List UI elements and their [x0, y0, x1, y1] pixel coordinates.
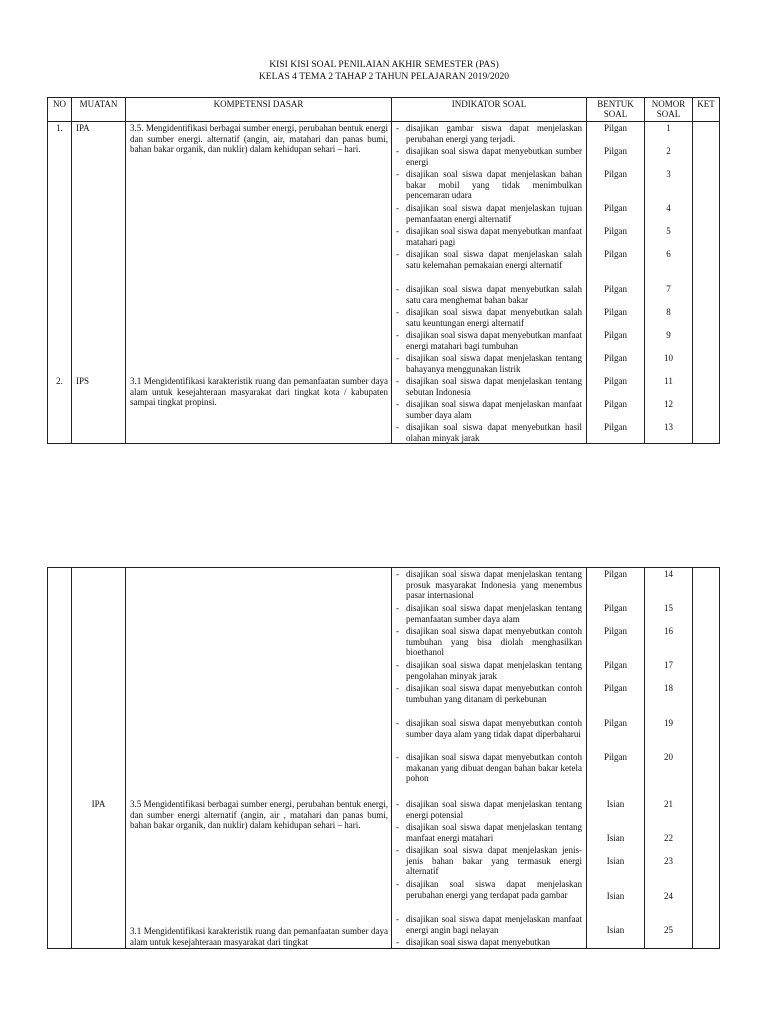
nomor-value: 1 [666, 123, 671, 133]
col-indikator-soal: INDIKATOR SOAL [392, 98, 587, 122]
indicator-item: - disajikan soal siswa dapat menjelaskan manfaat energi angin bagi nelayan [392, 914, 586, 935]
nomor-value: 11 [664, 376, 673, 386]
bentuk-value: Pilgan [603, 626, 627, 636]
no-cell [48, 122, 72, 444]
bentuk-cell [587, 568, 645, 949]
indicator-item: - disajikan soal siswa dapat menjelaskan tentang pengolahan minyak jarak [392, 660, 586, 681]
nomor-value: 23 [664, 856, 673, 866]
indicator-item: - disajikan soal siswa dapat menjelaskan bahan bakar mobil yang tidak menimbulkan pencemaran udara [392, 169, 586, 201]
bentuk-value: Pilgan [603, 718, 627, 728]
muatan-label: IPS [76, 376, 90, 386]
indicator-item: - disajikan soal siswa dapat menjelaskan tentang pemanfaatan sumber daya alam [392, 603, 586, 624]
bentuk-value: Pilgan [603, 660, 627, 670]
bentuk-value: Pilgan [603, 399, 627, 409]
table-body-row [48, 568, 720, 949]
bentuk-value: Pilgan [603, 752, 627, 762]
nomor-value: 16 [664, 626, 673, 636]
indicator-item: - disajikan soal siswa dapat menjelaskan tujuan pemanfaatan energi alternatif [392, 203, 586, 224]
indicator-item: - disajikan soal siswa dapat menyebutkan [392, 937, 586, 948]
nomor-cell [645, 568, 693, 949]
indicator-item: - disajikan soal siswa dapat menjelaskan manfaat sumber daya alam [392, 399, 586, 420]
bentuk-value: Isian [606, 799, 625, 809]
nomor-value: 2 [666, 146, 671, 156]
nomor-value: 22 [664, 833, 673, 843]
indicator-item: - disajikan soal siswa dapat menjelaskan tentang sebutan Indonesia [392, 376, 586, 397]
bentuk-value: Pilgan [603, 284, 627, 294]
bentuk-value: Isian [606, 891, 625, 901]
bentuk-value: Pilgan [603, 376, 627, 386]
bentuk-cell [587, 122, 645, 444]
muatan-cell [72, 568, 126, 949]
nomor-value: 13 [664, 422, 673, 432]
bentuk-value: Pilgan [603, 169, 627, 179]
nomor-value: 8 [666, 307, 671, 317]
bentuk-value: Pilgan [603, 603, 627, 613]
col-bentuk-soal: BENTUK SOAL [587, 98, 645, 122]
col-nomor-soal: NOMOR SOAL [645, 98, 693, 122]
indicator-item: - disajikan gambar siswa dapat menjelaskan perubahan energi yang terjadi. [392, 123, 586, 144]
indikator-cell [392, 568, 587, 949]
nomor-value: 15 [664, 603, 673, 613]
bentuk-value: Pilgan [603, 683, 627, 693]
row-number: 2. [56, 376, 63, 386]
kompetensi-cell [126, 568, 392, 949]
col-ket: KET [693, 98, 720, 122]
indicator-item: - disajikan soal siswa dapat menyebutkan contoh tumbuhan yang bisa diolah menghasilkan bioethanol [392, 626, 586, 658]
nomor-value: 10 [664, 353, 673, 363]
indicator-item: - disajikan soal siswa dapat menjelaskan jenis-jenis bahan bakar yang termasuk energi alternatif [392, 845, 586, 877]
bentuk-value: Pilgan [603, 353, 627, 363]
indicator-item: - disajikan soal siswa dapat menyebutkan contoh makanan yang dibuat dengan bahan bakar ketela pohon [392, 752, 586, 784]
bentuk-value: Pilgan [603, 123, 627, 133]
indicator-item: - disajikan soal siswa dapat menyebutkan manfaat energi matahari bagi tumbuhan [392, 330, 586, 351]
bentuk-value: Isian [606, 925, 625, 935]
indikator-cell [392, 122, 587, 444]
bentuk-value: Pilgan [603, 307, 627, 317]
indicator-item: - disajikan soal siswa dapat menyebutkan sumber energi [392, 146, 586, 167]
no-cell [48, 568, 72, 949]
indicator-item: - disajikan soal siswa dapat menyebutkan salah satu cara menghemat bahan bakar [392, 284, 586, 305]
muatan-cell [72, 122, 126, 444]
kompetensi-text: 3.1 Mengidentifikasi karakteristik ruang dan pemanfaatan sumber daya alam untuk kesejahteraan masyarakat dari tingkat [130, 926, 388, 947]
indicator-item: - disajikan soal siswa dapat menyebutkan manfaat matahari pagi [392, 226, 586, 247]
bentuk-value: Isian [606, 856, 625, 866]
nomor-value: 18 [664, 683, 673, 693]
kisi-table-page1 [47, 97, 720, 444]
document-subtitle: KELAS 4 TEMA 2 TAHAP 2 TAHUN PELAJARAN 2019/2020 [258, 71, 510, 82]
kompetensi-cell [126, 122, 392, 444]
indicator-item: - disajikan soal siswa dapat menjelaskan tentang prosuk masyarakat Indonesia yang menembus pasar internasional [392, 569, 586, 601]
indicator-item: - disajikan soal siswa dapat menjelaskan tentang bahayanya menggunakan listrik [392, 353, 586, 374]
row-number: 1. [56, 123, 63, 133]
nomor-value: 24 [664, 891, 673, 901]
nomor-value: 19 [664, 718, 673, 728]
col-muatan: MUATAN [72, 98, 126, 122]
bentuk-value: Pilgan [603, 226, 627, 236]
nomor-value: 5 [666, 226, 671, 236]
kompetensi-text: 3.5. Mengidentifikasi berbagai sumber energi, perubahan bentuk energi dan sumber energi. alternatif (angin, air, matahari dan panas bumi, bahan bakar organik, dan nuklir) dalam kehidupan sehari – hari. [130, 123, 388, 155]
nomor-cell [645, 122, 693, 444]
kompetensi-text: 3.5 Mengidentifikasi berbagai sumber energi, perubahan bentuk energi, dan sumber energi alternatif (angin, air , matahari dan panas bumi, bahan bakar organik, dan nuklir) dalam kehidupan sehari – hari. [130, 799, 388, 831]
col-kompetensi-dasar: KOMPETENSI DASAR [126, 98, 392, 122]
nomor-value: 14 [664, 569, 673, 579]
nomor-value: 25 [664, 925, 673, 935]
muatan-label: IPA [91, 799, 106, 809]
bentuk-value: Pilgan [603, 330, 627, 340]
col-no: NO [48, 98, 72, 122]
bentuk-value: Pilgan [603, 249, 627, 259]
nomor-value: 17 [664, 660, 673, 670]
indicator-item: - disajikan soal siswa dapat menjelaskan tentang energi potensial [392, 799, 586, 820]
nomor-value: 20 [664, 752, 673, 762]
table-header-row [48, 98, 720, 122]
kisi-table-page2 [47, 567, 720, 949]
document-title: KISI KISI SOAL PENILAIAN AKHIR SEMESTER (PAS) [269, 59, 499, 70]
indicator-item: - disajikan soal siswa dapat menyebutkan salah satu keuntungan energi alternatif [392, 307, 586, 328]
kompetensi-text: 3.1 Mengidentifikasi karakteristik ruang dan pemanfaatan sumber daya alam untuk kesejahteraan masyarakat dari tingkat kota / kabupaten sampai tingkat propinsi. [130, 376, 388, 408]
nomor-value: 9 [666, 330, 671, 340]
bentuk-value: Isian [606, 833, 625, 843]
ket-cell [693, 568, 720, 949]
bentuk-value: Pilgan [603, 203, 627, 213]
nomor-value: 3 [666, 169, 671, 179]
ket-cell [693, 122, 720, 444]
nomor-value: 21 [664, 799, 673, 809]
bentuk-value: Pilgan [603, 146, 627, 156]
indicator-item: - disajikan soal siswa dapat menyebutkan contoh tumbuhan yang ditanam di perkebunan [392, 683, 586, 704]
nomor-value: 6 [666, 249, 671, 259]
nomor-value: 4 [666, 203, 671, 213]
bentuk-value: Pilgan [603, 422, 627, 432]
table-body-row [48, 122, 720, 444]
indicator-item: - disajikan soal siswa dapat menyebutkan contoh sumber daya alam yang tidak dapat diperbaharui [392, 718, 586, 739]
muatan-label: IPA [76, 123, 90, 133]
indicator-item: - disajikan soal siswa dapat menjelaskan perubahan energi yang terdapat pada gambar [392, 879, 586, 900]
nomor-value: 7 [666, 284, 671, 294]
bentuk-value: Pilgan [603, 569, 627, 579]
indicator-item: - disajikan soal siswa dapat menjelaskan salah satu kelemahan pemakaian energi alternatif [392, 249, 586, 270]
indicator-item: - disajikan soal siswa dapat menyebutkan hasil olahan minyak jarak [392, 422, 586, 443]
nomor-value: 12 [664, 399, 673, 409]
indicator-item: - disajikan soal siswa dapat menjelaskan tentang manfaat energi matahari [392, 822, 586, 843]
